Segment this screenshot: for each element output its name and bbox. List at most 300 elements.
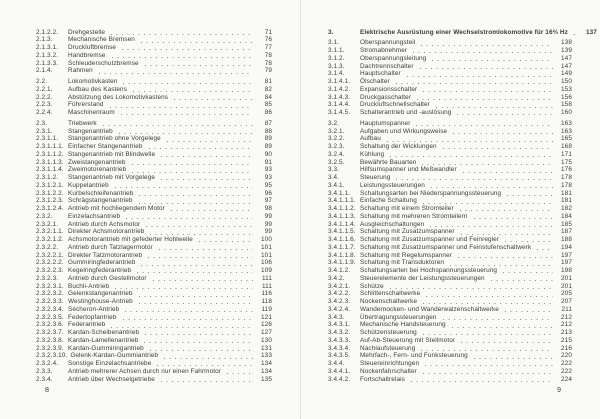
section-number: 3.4.1.1.8. [328,251,356,259]
section-number: 2.3.2.2.2. [36,259,64,267]
toc-page-right [328,28,597,384]
page-ref: 79 [264,67,272,75]
page-ref: 71 [264,28,272,36]
dot-leader [422,164,553,165]
dot-leader [463,172,553,173]
page-ref: 93 [264,166,272,174]
section-title: Aufbau des Kastens [68,85,128,93]
section-number: 2.3.2.3.10. [36,352,68,360]
dot-leader [111,327,253,328]
section-number: 2.3.2.3.2. [36,290,64,298]
section-title: Steuereinrichtungen [360,360,420,368]
dot-leader [421,45,553,46]
section-title: Kuppelantrieb [68,181,109,189]
dot-leader [122,49,253,50]
page-ref: 106 [261,259,272,267]
section-number: 3.3. [328,166,340,174]
dot-leader [199,241,253,242]
section-number: 3.4.3.4. [328,344,351,352]
section-title: Schrägstangenantrieb [68,197,133,205]
section-title: Aufbau [360,135,381,143]
section-title: Schaltungsarten bei Hochspannungssteuerung [360,267,498,275]
section-title: Führerstand [68,101,104,109]
section-title: Triebwerk [68,119,97,127]
section-number: 3.1.4.1. [328,78,351,86]
page-ref: 188 [561,236,572,244]
section-title: Sonstige Einzelachsantriebe [68,360,152,368]
section-title: Schaltung mit Transduktoren [360,259,445,267]
page-ref: 87 [264,119,272,127]
section-number: 3.4.1.1. [328,189,351,197]
section-number: 2.2.4. [36,109,53,117]
dot-leader [132,172,253,173]
section-number: 3.4. [328,174,340,182]
section-title: Schaltung mit Zusatzumspanner und Feinstufenschaltwerk [360,243,532,251]
page-ref: 163 [561,119,572,127]
page-ref: 109 [261,267,272,275]
page-ref: 165 [561,135,572,143]
section-title: Schaltung der Wicklungen [360,143,437,151]
toc-entry [36,120,272,128]
section-title: Einfache Schaltung [360,197,417,205]
toc-entries-left [36,29,272,384]
page-ref: 147 [561,62,572,70]
section-number: 2.3.2.3.4. [36,305,64,313]
dot-leader [141,42,253,43]
section-number: 3.4.2.2. [328,290,351,298]
section-number: 2.2.2. [36,93,53,101]
dot-leader [431,187,553,188]
section-number: 3.2.2. [328,135,345,143]
toc-entry [328,376,572,384]
dot-leader [115,288,253,289]
dot-leader [139,303,253,304]
section-title: Schalterantrieb und -auslösung [360,109,452,117]
page-ref: 185 [561,220,572,228]
dot-leader [167,141,253,142]
dot-leader [436,107,553,108]
section-number: 3.1.3. [328,62,345,70]
toc-entry [36,182,272,190]
page-ref: 158 [561,101,572,109]
dot-leader [121,114,253,115]
section-title: Druckluftschnellschalter [360,101,430,109]
section-title: Auf-Ab-Steuerung mit Stellmotor [360,336,456,344]
section-title: Übertragungssteuerungen [360,313,437,321]
dot-leader [161,179,253,180]
section-number: 3.4.1.1.9. [328,259,356,267]
page-ref: 213 [561,329,572,337]
section-title: Schaltung mit mehreren Stromteilern [360,212,468,220]
page-ref: 76 [264,36,272,44]
section-title: Federantrieb [68,321,106,329]
dot-leader [145,334,253,335]
section-number: 3.4.1.1.6. [328,236,356,244]
toc-entry [36,244,272,252]
toc-entry [36,110,272,118]
toc-entry [328,368,572,376]
page-ref: 181 [561,189,572,197]
page-ref: 160 [561,109,572,117]
page-ref: 98 [264,205,272,213]
section-title: Expansionsschalter [360,85,418,93]
section-number: 3.2.3. [328,143,345,151]
toc-entry [328,213,572,221]
section-number: 2.2. [36,78,48,86]
section-title: Hilfsumspanner und Meßwandler [360,166,457,174]
dot-leader [132,164,253,165]
section-title: Steuerelemente der Leistungssteuerungen [360,274,485,282]
section-number: 2.3.2.3. [36,274,59,282]
page-ref: 116 [261,290,272,298]
section-number: 3.1.2. [328,54,345,62]
page-ref: 131 [261,344,272,352]
section-number: 3.1.4. [328,70,345,78]
toc-entry [36,306,272,314]
dot-leader [390,156,553,157]
section-number: 3. [328,28,334,36]
section-title: Drehgestelle [68,28,106,36]
section-number: 3.1.4.2. [328,85,351,93]
dot-leader [507,195,553,196]
section-number: 2.3.1.2.2. [36,189,64,197]
section-title: Gelenkstangenantrieb [68,290,133,298]
page-ref: 138 [561,39,572,47]
section-title: Gummiringfederantrieb [68,259,136,267]
section-number: 3.4.1.2. [328,267,351,275]
section-title: Ölschalter [360,78,390,86]
dot-leader [125,311,253,312]
dot-leader [450,265,553,266]
page-ref: 85 [264,101,272,109]
page-ref: 78 [264,51,272,59]
section-title: Stangenantrieb ohne Vorgelege [68,135,161,143]
dot-leader [137,272,253,273]
section-number: 2.1.2.2. [36,28,59,36]
section-title: Druckluftbremse [68,44,117,52]
section-title: Handbremse [68,51,106,59]
section-title: Schaltungsarten bei Niederspannungssteuerung [360,189,502,197]
page-ref: 139 [561,47,572,55]
section-number: 2.3.1.2.3. [36,197,64,205]
section-number: 3.4.4. [328,360,345,368]
section-number: 2.3.1. [36,127,53,135]
section-title: Mehrfach-, Fern- und Funksteuerung [360,352,468,360]
page-ref: 178 [561,174,572,182]
section-number: 2.3.2.2.3. [36,267,64,275]
dot-leader [99,73,253,74]
section-title: Schütze [360,282,384,290]
page-ref: 156 [561,93,572,101]
section-number: 3.4.3.3. [328,336,351,344]
section-number: 2.3.2.3.6. [36,321,64,329]
dot-leader [423,303,553,304]
dot-leader [411,381,553,382]
dot-leader [423,91,553,92]
page-ref: 119 [261,305,272,313]
page-ref: 127 [261,329,272,337]
section-number: 2.3. [36,119,48,127]
section-number: 2.3.1.1.2. [36,150,64,158]
dot-leader [443,319,553,320]
section-title: Aufgaben und Wirkungsweise [360,127,448,135]
section-number: 3.1.4.3. [328,93,351,101]
page-ref: 99 [264,212,272,220]
dot-leader [413,52,553,53]
toc-entry [36,275,272,283]
section-title: Zweimotorenantrieb [68,166,127,174]
page-ref: 101 [261,243,272,251]
page-ref: 134 [261,367,272,375]
dot-leader [461,234,553,235]
dot-leader [423,334,553,335]
page-ref: 184 [561,212,572,220]
dot-leader [153,280,253,281]
dot-leader [150,350,253,351]
page-ref: 97 [264,197,272,205]
page-ref: 212 [561,313,572,321]
dot-leader [123,83,253,84]
toc-entry [328,110,572,118]
page-ref: 89 [264,135,272,143]
section-number: 3.2.1. [328,127,345,135]
dot-leader [110,107,253,108]
section-number: 3.4.2.3. [328,298,351,306]
page-ref: 222 [561,367,572,375]
section-number: 3.4.3.5. [328,352,351,360]
page-ref: 215 [561,336,572,344]
dot-leader [417,99,553,100]
page-ref: 224 [561,375,572,383]
dot-leader [474,358,553,359]
toc-entry [36,337,272,345]
dot-leader [149,148,253,149]
page-ref: 81 [264,78,272,86]
dot-leader [227,373,253,374]
dot-leader [460,210,553,211]
dot-leader [457,114,553,115]
section-title: Mechanische Handsteuerung [360,321,446,329]
dot-leader [139,203,253,204]
dot-leader [115,187,253,188]
section-title: Steuerung [360,174,391,182]
toc-entry [328,151,572,159]
dot-leader [537,249,553,250]
page-ref: 150 [561,78,572,86]
page-ref: 126 [261,321,272,329]
section-number: 3.4.2. [328,274,345,282]
dot-leader [430,226,553,227]
dot-leader [161,156,253,157]
dot-leader [421,350,553,351]
section-number: 3.1. [328,39,340,47]
dot-leader [161,381,253,382]
section-number: 2.3.2.1.1. [36,228,64,236]
section-title: Dachtrennschalter [360,62,414,70]
page-ref: 88 [264,127,272,135]
page-ref: 121 [261,313,272,321]
toc-entry [328,120,572,128]
page-ref: 96 [264,189,272,197]
section-title: Antrieb durch Gestellmotor [68,274,147,282]
dot-leader [474,218,553,219]
toc-entry [36,376,272,384]
dot-leader [119,133,253,134]
dot-leader [461,342,553,343]
page-ref: 201 [561,282,572,290]
dot-leader [174,99,253,100]
page-ref: 99 [264,220,272,228]
dot-leader [453,133,553,134]
dot-leader [159,249,253,250]
section-number: 2.3.4. [36,375,53,383]
page-ref: 78 [264,59,272,67]
section-number: 2.1.3.2. [36,51,59,59]
section-title: Sécheron-Antrieb [68,305,120,313]
dot-leader [146,226,253,227]
section-number: 3.4.3. [328,313,345,321]
section-title: Zweistangenantrieb [68,158,126,166]
section-title: Schaltung mit Zusatzumspanner und Feinregler [360,236,500,244]
page-ref: 84 [264,93,272,101]
section-title: Einzelachsantrieb [68,212,121,220]
page-ref: 77 [264,44,272,52]
page-ref: 153 [561,85,572,93]
page-ref: 194 [561,243,572,251]
dot-leader [443,148,553,149]
section-title: Lokomotivkasten [68,78,118,86]
page-ref: 198 [561,267,572,275]
page-ref: 182 [561,205,572,213]
page-ref: 211 [561,305,572,313]
section-title: Kegelringfederantrieb [68,267,132,275]
dot-leader [423,203,553,204]
page-ref: 197 [561,251,572,259]
section-title: Hauptschalter [360,70,401,78]
dot-leader [416,125,553,126]
toc-entry [328,275,572,283]
dot-leader [164,358,253,359]
page-ref: 220 [561,352,572,360]
section-title: Buchli-Antrieb [68,282,110,290]
dot-leader [423,373,553,374]
section-number: 2.3.1.1.3. [36,158,64,166]
toc-entry [328,86,572,94]
section-number: 2.3.2. [36,212,53,220]
dot-leader [425,365,553,366]
section-number: 2.1.3.3. [36,59,59,67]
section-number: 2.3.1.2.4. [36,205,64,213]
page-ref: 163 [561,127,572,135]
page-ref: 205 [561,290,572,298]
section-title: Oberspannungsteil [360,39,416,47]
dot-leader [144,342,253,343]
section-number: 3.1.4.5. [328,109,351,117]
toc-entry [328,55,572,63]
dot-leader [103,125,253,126]
page-ref: 118 [261,298,272,306]
dot-leader [458,257,553,258]
toc-entry [328,337,572,345]
section-number: 3.4.4.1. [328,367,351,375]
section-title: Direkter Tatzmotorantrieb [68,251,143,259]
page-number-right: 9 [557,385,561,394]
toc-entry [328,306,572,314]
section-title: Schaltung mit Zusatzumspanner [360,228,455,236]
dot-leader [123,319,254,320]
section-number: 2.3.2.1. [36,220,59,228]
section-title: Stangenantrieb [68,127,113,135]
section-title: Oberspannungsleitung [360,54,427,62]
section-number: 2.3.2.2.1. [36,251,64,259]
page-ref: 222 [561,360,572,368]
page-ref: 181 [561,197,572,205]
dot-leader [505,311,553,312]
section-title: Leistungssteuerungen [360,181,425,189]
section-title: Ausgleichschaltungen [360,220,425,228]
section-title: Wandernocken- und Wanderwalzenschaltwerke [360,305,499,313]
section-number: 3.4.4.2. [328,375,351,383]
page-ref: 176 [561,166,572,174]
dot-leader [157,365,253,366]
section-number: 2.2.3. [36,101,53,109]
dot-leader [141,265,253,266]
page-ref: 111 [261,282,272,290]
page-ref: 95 [264,181,272,189]
section-title: Schaltung mit Regelumspanner [360,251,452,259]
page-ref: 86 [264,109,272,117]
section-number: 3.2.5. [328,158,345,166]
section-number: 2.3.2.3.1. [36,282,64,290]
section-title: Antrieb mehrerer Achsen durch nur einen Fahrmotor [68,367,222,375]
page-ref: 212 [561,321,572,329]
dot-leader [426,296,553,297]
toc-entries-right [328,28,597,384]
page-ref: 100 [261,236,272,244]
page-ref: 91 [264,158,272,166]
page-ref: 201 [561,274,572,282]
dot-leader [171,210,253,211]
section-title: Kühlung [360,150,385,158]
page-ref: 137 [585,28,597,36]
section-title: Rahmen [68,67,93,75]
section-number: 2.3.1.1.4. [36,166,64,174]
section-number: 2.3.2.4. [36,360,59,368]
section-title: Nockenfahrschalter [360,367,417,375]
page-ref: 187 [561,228,572,236]
page-gutter-line [300,0,301,419]
toc-entry [328,244,572,252]
section-title: Einfacher Stangenantrieb [68,143,143,151]
dot-leader [505,241,553,242]
section-title: Kardan-Gummiringantrieb [68,344,144,352]
page-ref: 135 [261,375,272,383]
section-title: Mechanische Bremsen [68,36,135,44]
section-title: Abstützung des Lokomotivkastens [68,93,169,101]
page-ref: 111 [261,274,272,282]
section-number: 3.4.1.1.4. [328,220,356,228]
section-number: 2.3.2.3.5. [36,313,64,321]
section-number: 2.3.1.2. [36,174,59,182]
toc-entry [36,213,272,221]
section-title: Stangenantrieb mit Blindwelle [68,150,156,158]
page-ref: 171 [561,150,572,158]
section-number: 2.3.1.1.1. [36,143,64,151]
section-title: Fortschaltrelais [360,375,405,383]
section-title: Direkter Achsmotorantrieb [68,228,145,236]
page-ref: 207 [561,298,572,306]
section-title: Antrieb durch Tatzlagermotor [68,243,153,251]
